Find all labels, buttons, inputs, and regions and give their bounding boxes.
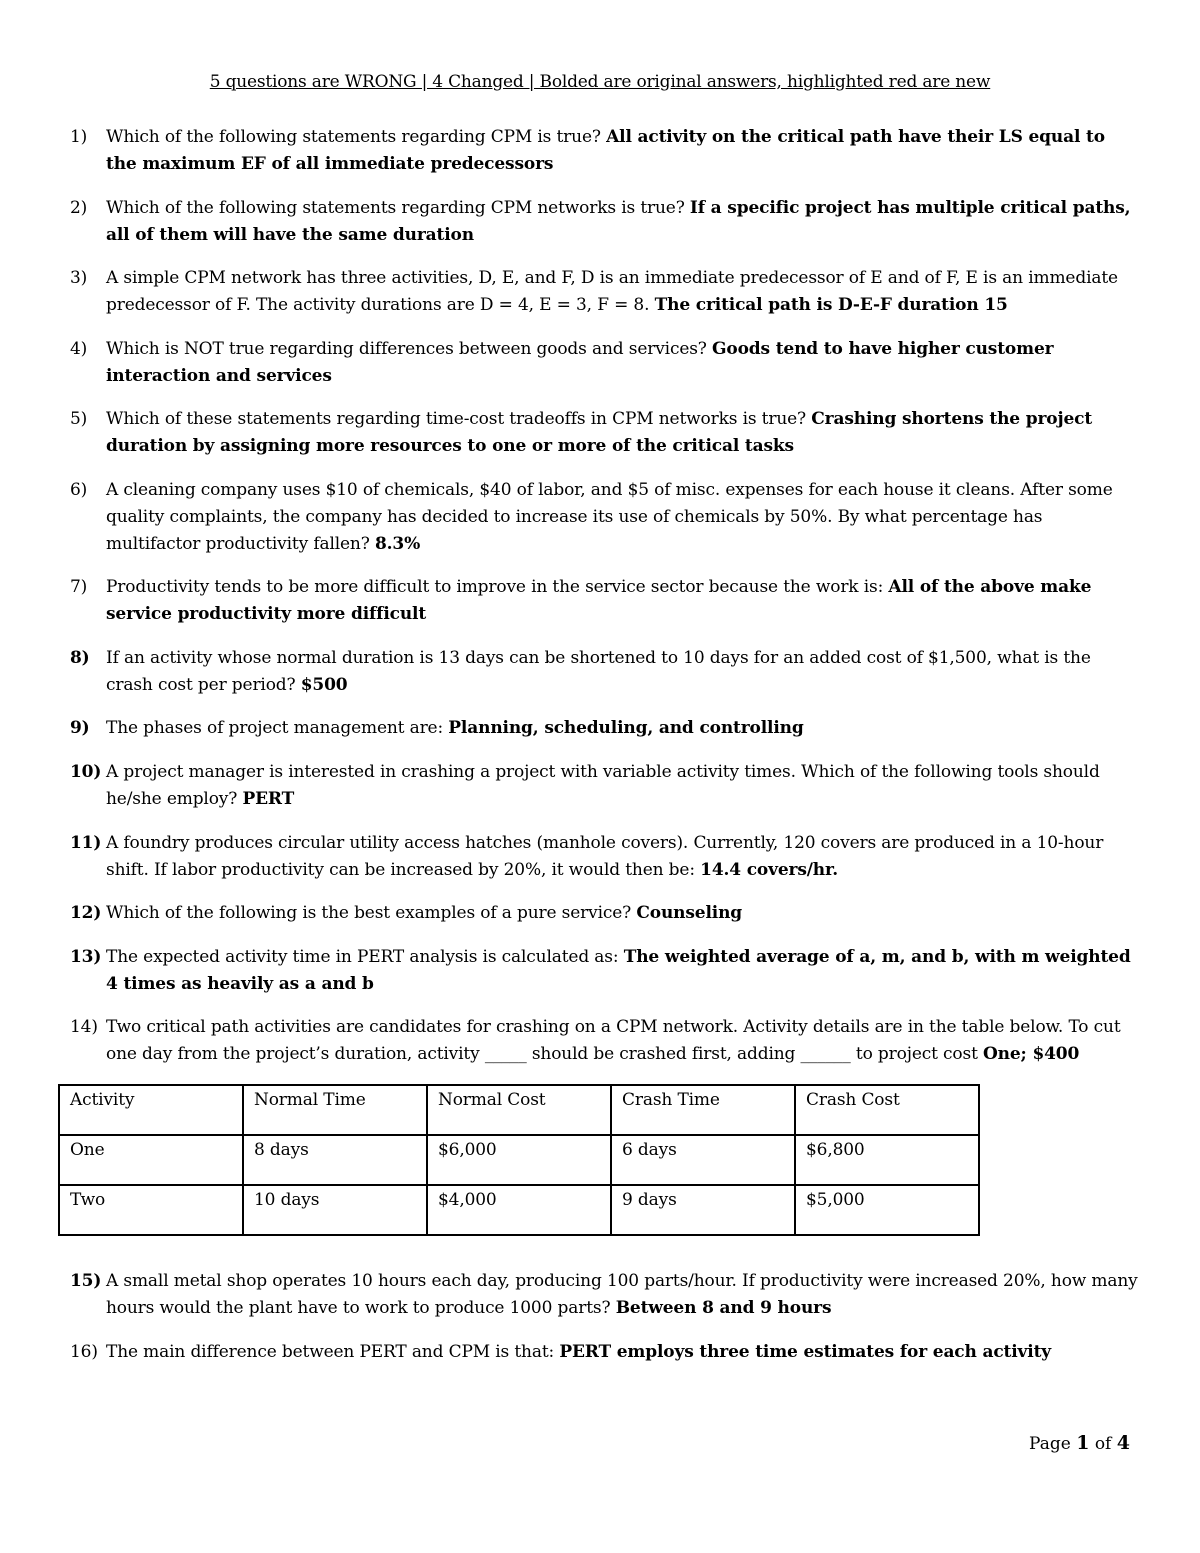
question-12 xyxy=(70,900,1140,927)
answer-text: $500 xyxy=(300,675,348,695)
question-number: 12) xyxy=(70,903,102,923)
answer-text: The critical path is D-E-F duration 15 xyxy=(654,295,1008,315)
question-text: Two critical path activities are candidates for crashing on a CPM network. Activity details are in the table below. To cut one day from the project’s duration, activity _____ should be crashed first, adding ______ to project cost xyxy=(106,1017,1121,1064)
table-header-cell: Activity xyxy=(59,1085,243,1135)
table-cell: 9 days xyxy=(611,1185,795,1235)
answer-text: One; $400 xyxy=(983,1044,1080,1064)
question-number: 1) xyxy=(70,127,88,147)
answer-text: All of the above make service productivity more difficult xyxy=(106,577,1092,624)
question-text: Productivity tends to be more difficult to improve in the service sector because the work is: xyxy=(106,577,889,597)
question-number: 10) xyxy=(70,762,102,782)
page-total: 4 xyxy=(1116,1432,1130,1454)
table-row xyxy=(59,1135,979,1185)
question-text: The main difference between PERT and CPM is that: xyxy=(106,1342,560,1362)
question-13 xyxy=(70,944,1140,998)
question-5 xyxy=(70,406,1140,460)
answer-text: Between 8 and 9 hours xyxy=(615,1298,832,1318)
question-number: 15) xyxy=(70,1271,102,1291)
question-text: Which of the following statements regarding CPM networks is true? xyxy=(106,198,690,218)
page-label: Page xyxy=(1029,1434,1077,1454)
table-cell: $6,000 xyxy=(427,1135,611,1185)
answer-text: Goods tend to have higher customer interaction and services xyxy=(106,339,1054,386)
of-label: of xyxy=(1089,1434,1117,1454)
question-2 xyxy=(70,195,1140,249)
answer-text: Counseling xyxy=(636,903,743,923)
question-number: 4) xyxy=(70,339,88,359)
answer-text: 14.4 covers/hr. xyxy=(700,860,839,880)
page-header: 5 questions are WRONG | 4 Changed | Bolded are original answers, highlighted red are new xyxy=(209,72,991,92)
question-text: If an activity whose normal duration is 13 days can be shortened to 10 days for an added cost of $1,500, what is the crash cost per period? xyxy=(106,648,1091,695)
answer-text: If a specific project has multiple critical paths, all of them will have the same duration xyxy=(106,198,1131,245)
question-7 xyxy=(70,574,1140,628)
question-text: A project manager is interested in crashing a project with variable activity times. Which of the following tools should he/she employ? xyxy=(106,762,1100,809)
table-cell: 10 days xyxy=(243,1185,427,1235)
question-6 xyxy=(70,477,1140,558)
question-text: Which of the following is the best examples of a pure service? xyxy=(106,903,637,923)
table-header-cell: Normal Cost xyxy=(427,1085,611,1135)
question-number: 13) xyxy=(70,947,102,967)
question-4 xyxy=(70,336,1140,390)
question-text: Which of the following statements regarding CPM is true? xyxy=(106,127,607,147)
table-header-cell: Crash Cost xyxy=(795,1085,979,1135)
page-number: 1 xyxy=(1076,1432,1090,1454)
question-9 xyxy=(70,715,1140,742)
table-header-row xyxy=(59,1085,979,1135)
question-15 xyxy=(70,1268,1140,1322)
question-text: A foundry produces circular utility access hatches (manhole covers). Currently, 120 covers are produced in a 10-hour shift. If labor productivity can be increased by 20%, it would then be: xyxy=(106,833,1104,880)
question-number: 3) xyxy=(70,268,88,288)
question-number: 5) xyxy=(70,409,88,429)
table-cell: 8 days xyxy=(243,1135,427,1185)
question-number: 14) xyxy=(70,1017,98,1037)
answer-text: The weighted average of a, m, and b, with m weighted 4 times as heavily as a and b xyxy=(106,947,1131,994)
table-header-cell: Normal Time xyxy=(243,1085,427,1135)
question-number: 11) xyxy=(70,833,102,853)
page-footer xyxy=(1029,1432,1130,1454)
table-cell: One xyxy=(59,1135,243,1185)
table-header-cell: Crash Time xyxy=(611,1085,795,1135)
question-11 xyxy=(70,830,1140,884)
table-cell: 6 days xyxy=(611,1135,795,1185)
answer-text: All activity on the critical path have their LS equal to the maximum EF of all immediate predecessors xyxy=(106,127,1105,174)
question-text: A simple CPM network has three activities, D, E, and F, D is an immediate predecessor of E and of F, E is an immediate predecessor of F. The activity durations are D = 4, E = 3, F = 8. xyxy=(106,268,1118,315)
question-1 xyxy=(70,124,1140,178)
question-text: Which of these statements regarding time-cost tradeoffs in CPM networks is true? xyxy=(106,409,812,429)
answer-text: Crashing shortens the project duration by assigning more resources to one or more of the critical tasks xyxy=(106,409,1093,456)
question-number: 8) xyxy=(70,648,90,668)
activity-table xyxy=(58,1084,980,1236)
answer-text: PERT employs three time estimates for each activity xyxy=(559,1342,1052,1362)
answer-text: Planning, scheduling, and controlling xyxy=(448,718,804,738)
question-3 xyxy=(70,265,1140,319)
question-text: A small metal shop operates 10 hours each day, producing 100 parts/hour. If productivity were increased 20%, how many hours would the plant have to work to produce 1000 parts? xyxy=(106,1271,1138,1318)
question-number: 16) xyxy=(70,1342,98,1362)
question-text: A cleaning company uses $10 of chemicals, $40 of labor, and $5 of misc. expenses for each house it cleans. After some quality complaints, the company has decided to increase its use of chemicals by 50%. By what percentage has multifactor productivity fallen? xyxy=(106,480,1113,554)
table-row xyxy=(59,1185,979,1235)
answer-text: PERT xyxy=(242,789,295,809)
table-cell: $6,800 xyxy=(795,1135,979,1185)
question-14 xyxy=(70,1014,1140,1068)
question-number: 2) xyxy=(70,198,88,218)
question-16 xyxy=(70,1339,1140,1366)
table-cell: Two xyxy=(59,1185,243,1235)
table-cell: $4,000 xyxy=(427,1185,611,1235)
answer-text: 8.3% xyxy=(374,534,421,554)
question-text: The expected activity time in PERT analysis is calculated as: xyxy=(106,947,624,967)
question-8 xyxy=(70,645,1140,699)
question-number: 7) xyxy=(70,577,88,597)
question-text: Which is NOT true regarding differences between goods and services? xyxy=(106,339,713,359)
question-number: 6) xyxy=(70,480,88,500)
question-text: The phases of project management are: xyxy=(106,718,449,738)
table-cell: $5,000 xyxy=(795,1185,979,1235)
question-10 xyxy=(70,759,1140,813)
question-number: 9) xyxy=(70,718,90,738)
